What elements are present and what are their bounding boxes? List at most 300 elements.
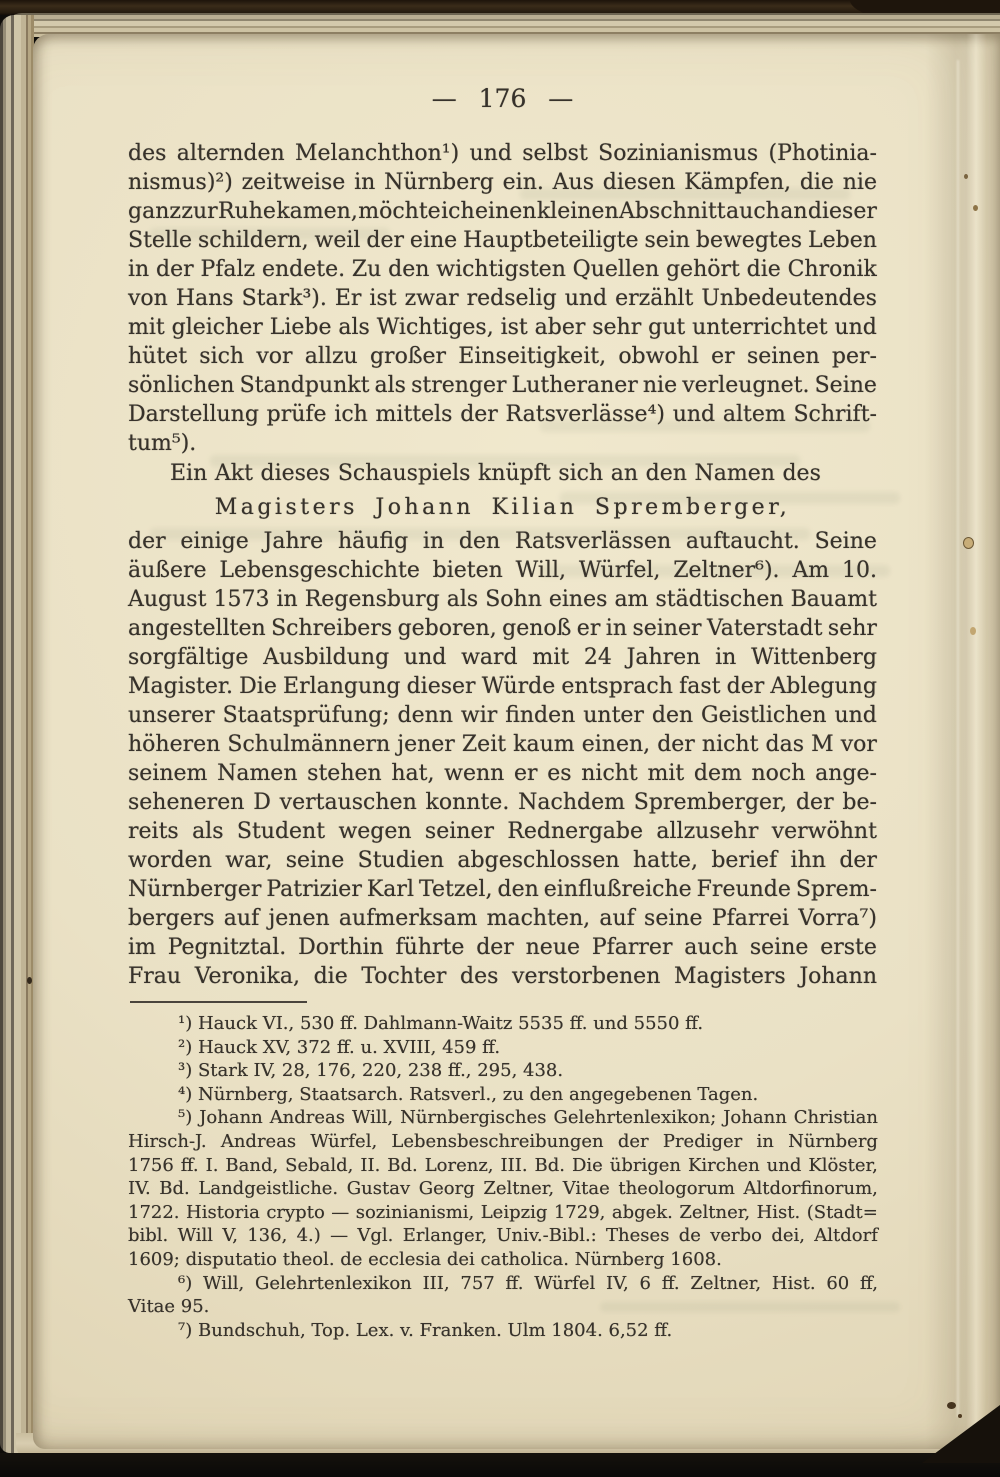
word: Hauptbeteiligte [463, 228, 639, 253]
word: den [645, 461, 687, 486]
word: mit [647, 761, 685, 786]
word: er [576, 616, 601, 641]
word: ist [369, 286, 397, 311]
word: äußere [128, 558, 207, 583]
word: August [128, 587, 207, 612]
word: den [388, 257, 430, 282]
word: Unbedeutendes [701, 286, 877, 311]
word: III. [500, 1154, 528, 1176]
word: selbst [522, 141, 588, 166]
word: ihn [790, 848, 826, 873]
word: (Stadt= [806, 1201, 878, 1223]
word: Zeltner, [679, 1201, 751, 1223]
word: seine [749, 935, 809, 960]
text-line [128, 139, 877, 168]
word: ff. [661, 1272, 680, 1294]
word: fast [679, 674, 721, 699]
word: ist [500, 315, 528, 340]
word: einen [475, 199, 537, 224]
word: im [128, 935, 156, 960]
word: unserer [128, 703, 215, 728]
word: sein [644, 228, 690, 253]
word: genoß [502, 616, 572, 641]
word: nicht [701, 732, 759, 757]
text-line [128, 527, 877, 556]
paper-speck [973, 205, 978, 211]
word: nie [642, 373, 678, 398]
word: ange- [815, 761, 877, 786]
word: denn [397, 703, 453, 728]
word: Vorra⁷) [798, 906, 877, 931]
word: I. [205, 1154, 219, 1176]
word: in [715, 645, 737, 670]
word: Würfel, [310, 1130, 378, 1152]
word: an [780, 199, 808, 224]
word: Magisters [673, 964, 786, 989]
word: de [678, 1225, 701, 1247]
text-line: ²) Hauck XV, 372 ff. u. XVIII, 459 ff. [178, 1036, 501, 1058]
word: Vitae [562, 1178, 610, 1200]
word: V, [222, 1225, 238, 1247]
paper-chip [963, 537, 974, 549]
text-line [128, 614, 877, 643]
word: be- [842, 790, 877, 815]
word: Lebensgeschichte [219, 558, 420, 583]
text-line [128, 701, 877, 730]
word: die [799, 170, 834, 195]
word: den [651, 703, 694, 728]
word: der [726, 674, 765, 699]
word: Theses [606, 1225, 670, 1247]
word: Bauamt [790, 587, 877, 612]
word: seine [644, 906, 703, 931]
word: Johann [799, 964, 877, 989]
word: ff. [180, 1154, 199, 1176]
word: es [547, 761, 572, 786]
word: Freunde [696, 877, 791, 902]
word: verbo [710, 1225, 763, 1247]
text-line [128, 1154, 878, 1178]
word: Hist. [771, 1272, 816, 1294]
word: 1729, [553, 1201, 606, 1223]
word: crypto [266, 1201, 325, 1223]
page-number: — 176 — [431, 84, 574, 113]
footnote-text [128, 1012, 878, 1342]
word: diesen [602, 170, 676, 195]
word: prüfe [266, 402, 327, 427]
word: dieses [260, 461, 331, 486]
text-line: Magisters Johann Kilian Spremberger, [214, 495, 791, 520]
text-line [128, 875, 877, 904]
word: seheneren [128, 790, 245, 815]
word: sich [558, 461, 604, 486]
word: Würfel, [578, 558, 661, 583]
word: Wichtiges, [376, 315, 494, 340]
word: Sohn [485, 587, 542, 612]
text-line [128, 371, 877, 400]
text-line [128, 313, 877, 342]
word: erzählt [615, 286, 694, 311]
word: (Photinia- [768, 141, 877, 166]
word: obwohl [618, 344, 699, 369]
word: den [497, 877, 539, 902]
word: Leben [807, 228, 877, 253]
text-line: ⁴) Nürnberg, Staatsarch. Ratsverl., zu den angegebenen Tagen. [178, 1083, 759, 1105]
word: Bd. [387, 1154, 418, 1176]
word: Gelehrtenlexikon [255, 1272, 412, 1294]
word: Gustav [346, 1178, 411, 1200]
word: dieser [807, 199, 877, 224]
word: sozinianismi, [355, 1201, 475, 1223]
word: Ein [170, 461, 208, 486]
word: Andreas [269, 1107, 346, 1129]
word: Bd. [159, 1178, 190, 1200]
word: reits [128, 819, 179, 844]
word: bibl. [128, 1225, 169, 1247]
word: Wittenberg [751, 645, 877, 670]
word: aber [534, 315, 586, 340]
word: Hirsch-J. [128, 1130, 207, 1152]
text-line [128, 458, 877, 489]
word: übrigen [609, 1154, 681, 1176]
word: an [610, 461, 639, 486]
word: Rednergabe [507, 819, 644, 844]
word: Veronika, [194, 964, 300, 989]
word: kamen, [276, 199, 358, 224]
word: Johann [199, 1107, 263, 1129]
ink-speck [27, 977, 32, 984]
word: des [128, 141, 167, 166]
word: abgek. [611, 1201, 673, 1223]
text-line [128, 1106, 878, 1130]
text-line [128, 168, 877, 197]
word: Karl [366, 877, 414, 902]
word: ich [441, 199, 475, 224]
text-line [128, 342, 877, 371]
word: den [458, 529, 501, 554]
word: verwöhnt [771, 819, 877, 844]
word: entsprach [561, 674, 673, 699]
word: kleinen [536, 199, 619, 224]
word: nie [842, 170, 877, 195]
word: Stelle [128, 228, 193, 253]
text-line [128, 643, 877, 672]
word: Will, [351, 1107, 394, 1129]
word: dei, [771, 1225, 805, 1247]
text-line [128, 730, 877, 759]
word: 24 [583, 645, 612, 670]
word: Tetzel, [419, 877, 493, 902]
text-line [128, 1224, 878, 1248]
stain [947, 1402, 956, 1409]
word: und [469, 141, 512, 166]
word: Ausbildung [263, 645, 390, 670]
word: Landgeistliche. [198, 1178, 339, 1200]
word: ich [334, 402, 368, 427]
word: II. [360, 1154, 381, 1176]
word: abgeschlossen [457, 848, 620, 873]
word: Johann [723, 1107, 787, 1129]
text-line [128, 400, 877, 429]
word: 10. [841, 558, 877, 583]
paper-speck [964, 174, 968, 179]
word: der [617, 1130, 649, 1152]
word: III, [422, 1272, 450, 1294]
word: der [476, 935, 514, 960]
word: in [422, 529, 445, 554]
word: 757 [460, 1272, 495, 1294]
word: M [811, 732, 834, 757]
word: der [156, 257, 194, 282]
word: des [782, 461, 821, 486]
word: Schrift- [793, 402, 877, 427]
word: Pfalz [200, 257, 256, 282]
text-line [128, 788, 877, 817]
word: Einseitigkeit, [458, 344, 607, 369]
word: aufmerksam [338, 906, 478, 931]
word: einige [180, 529, 249, 554]
stain [958, 1414, 962, 1418]
word: noch [751, 761, 806, 786]
word: IV. [128, 1178, 151, 1200]
word: Magister. [128, 674, 234, 699]
word: geboren, [397, 616, 497, 641]
word: Seine [814, 373, 877, 398]
word: Univ.-Bibl.: [496, 1225, 597, 1247]
text-line [128, 904, 877, 933]
paper-speck [970, 627, 976, 635]
text-line [128, 672, 877, 701]
word: ⁶) [178, 1272, 193, 1294]
word: Regensburg [304, 587, 440, 612]
word: als [374, 373, 406, 398]
word: als [338, 315, 370, 340]
word: angestellten [128, 616, 266, 641]
word: nismus)²) [128, 170, 233, 195]
word: der [460, 402, 498, 427]
word: seinen [746, 344, 820, 369]
text-line [128, 1201, 878, 1225]
word: Christian [793, 1107, 878, 1129]
word: Ablegung [770, 674, 877, 699]
word: in [128, 257, 150, 282]
word: Nachdem [518, 790, 625, 815]
word: Pfarrei [711, 906, 789, 931]
word: in [605, 616, 627, 641]
text-line [128, 284, 877, 313]
word: Stark³). [241, 286, 327, 311]
word: stehen [307, 761, 382, 786]
word: per- [831, 344, 877, 369]
text-line [128, 556, 877, 585]
word: Jahren [626, 645, 701, 670]
word: Bd. [534, 1154, 565, 1176]
text-line: tum⁵). [128, 431, 197, 456]
text-line: ³) Stark IV, 28, 176, 220, 238 ff., 295, 438. [178, 1060, 564, 1082]
word: Frau [128, 964, 182, 989]
word: gleicher [171, 315, 263, 340]
word: der [795, 790, 834, 815]
word: sich [199, 344, 245, 369]
word: und [672, 402, 716, 427]
word: hat, [391, 761, 435, 786]
word: der [657, 732, 695, 757]
text-line [128, 1130, 878, 1154]
word: einflußreiche [543, 877, 692, 902]
word: verleugnet. [682, 373, 810, 398]
word: Darstellung [128, 402, 259, 427]
word: Pegnitztal. [167, 935, 287, 960]
word: der [839, 848, 877, 873]
word: seiner [424, 819, 494, 844]
word: IV, [606, 1272, 629, 1294]
word: und [834, 703, 877, 728]
word: städtischen [655, 587, 784, 612]
word: des [460, 964, 499, 989]
word: das [765, 732, 805, 757]
word: Leipzig [480, 1201, 548, 1223]
word: bergers [128, 906, 215, 931]
word: 60 [826, 1272, 850, 1294]
text-line: ¹) Hauck VI., 530 ff. Dahlmann-Waitz 5535 ff. und 5550 ff. [178, 1013, 704, 1034]
word: finden [505, 703, 576, 728]
text-line [128, 759, 877, 788]
word: Würde [481, 674, 556, 699]
word: Nürnberg [788, 1130, 878, 1152]
word: dieser [406, 674, 476, 699]
word: ff. [505, 1272, 524, 1294]
text-line [128, 1272, 878, 1296]
word: Kirchen [687, 1154, 760, 1176]
word: vor [256, 344, 293, 369]
word: als [192, 819, 224, 844]
word: bewegtes [695, 228, 803, 253]
word: sorgfältige [128, 645, 249, 670]
word: Nürnberg [384, 170, 494, 195]
word: ward [461, 645, 518, 670]
word: redselig [466, 286, 557, 311]
word: Nürnbergisches [400, 1107, 547, 1129]
word: jenen [268, 906, 330, 931]
word: großer [369, 344, 447, 369]
word: und [403, 645, 447, 670]
word: alternden [176, 141, 285, 166]
word: Sozinianismus [598, 141, 759, 166]
book-cover-bottom-edge [0, 1453, 1000, 1477]
word: er [711, 344, 735, 369]
word: strenger [411, 373, 507, 398]
word: wir [460, 703, 498, 728]
word: vor [840, 732, 877, 757]
text-line [128, 817, 877, 846]
word: Pfarrer [591, 935, 673, 960]
text-line: 1609; disputatio theol. de ecclesia dei catholica. Nürnberg 1608. [128, 1248, 722, 1270]
word: knüpft [478, 461, 551, 486]
word: als [446, 587, 479, 612]
word: Würfel [534, 1272, 596, 1294]
word: Lutheraner [511, 373, 638, 398]
word: Ruhe [218, 199, 276, 224]
word: zwar [404, 286, 459, 311]
word: verstorbenen [512, 964, 661, 989]
word: ff, [860, 1272, 878, 1294]
word: mit [532, 645, 570, 670]
word: hatte, [632, 848, 698, 873]
word: worden [128, 848, 212, 873]
word: Ratsverlässe⁴) [505, 402, 665, 427]
word: konnte. [425, 790, 510, 815]
word: Klöster, [808, 1154, 878, 1176]
word: der [366, 228, 404, 253]
word: in [756, 1130, 774, 1152]
word: er [514, 761, 538, 786]
word: auch [726, 199, 780, 224]
word: Tochter [361, 964, 447, 989]
word: ein. [502, 170, 544, 195]
word: berief [711, 848, 778, 873]
word: auftaucht. [685, 529, 800, 554]
word: von [128, 286, 168, 311]
word: Hist. [756, 1201, 801, 1223]
word: allzusehr [656, 819, 759, 844]
word: Standpunkt [239, 373, 370, 398]
word: neue [525, 935, 581, 960]
text-line: ⁷) Bundschuh, Top. Lex. v. Franken. Ulm 1804. 6,52 ff. [178, 1319, 673, 1341]
word: zur [181, 199, 218, 224]
word: mit [128, 315, 165, 340]
word: theologorum [618, 1178, 735, 1200]
word: Akt [214, 461, 253, 486]
word: Er [334, 286, 362, 311]
word: Hans [175, 286, 234, 311]
word: dem [693, 761, 742, 786]
word: am [614, 587, 649, 612]
word: auf [599, 906, 635, 931]
word: Geistlichen [701, 703, 827, 728]
word: gehört [665, 257, 740, 282]
word: Abschnitt [619, 199, 726, 224]
word: — [330, 1225, 349, 1247]
text-line [128, 933, 877, 962]
word: Die [571, 1154, 603, 1176]
word: schildern, [197, 228, 309, 253]
word: war, [225, 848, 273, 873]
text-line: Vitae 95. [128, 1296, 210, 1318]
word: Ratsverlässen [514, 529, 672, 554]
word: nicht [581, 761, 638, 786]
word: — [331, 1201, 350, 1223]
word: wegen [338, 819, 412, 844]
word: Student [236, 819, 326, 844]
word: Altdorf [814, 1225, 878, 1247]
word: Am [792, 558, 830, 583]
word: wichtigsten [436, 257, 566, 282]
word: sönlichen [128, 373, 235, 398]
word: 4.) [296, 1225, 321, 1247]
word: Andreas [220, 1130, 297, 1152]
text-line [128, 197, 877, 226]
word: in [354, 170, 376, 195]
word: sehr [592, 315, 642, 340]
word: mittels [375, 402, 453, 427]
word: Kämpfen, [684, 170, 792, 195]
word: Vaterstadt [706, 616, 823, 641]
word: Zeltner⁶). [673, 558, 780, 583]
word: häufig [337, 529, 409, 554]
word: Schauspiels [337, 461, 471, 486]
word: weil [314, 228, 361, 253]
gutter-crease-shadow [925, 34, 1000, 1449]
